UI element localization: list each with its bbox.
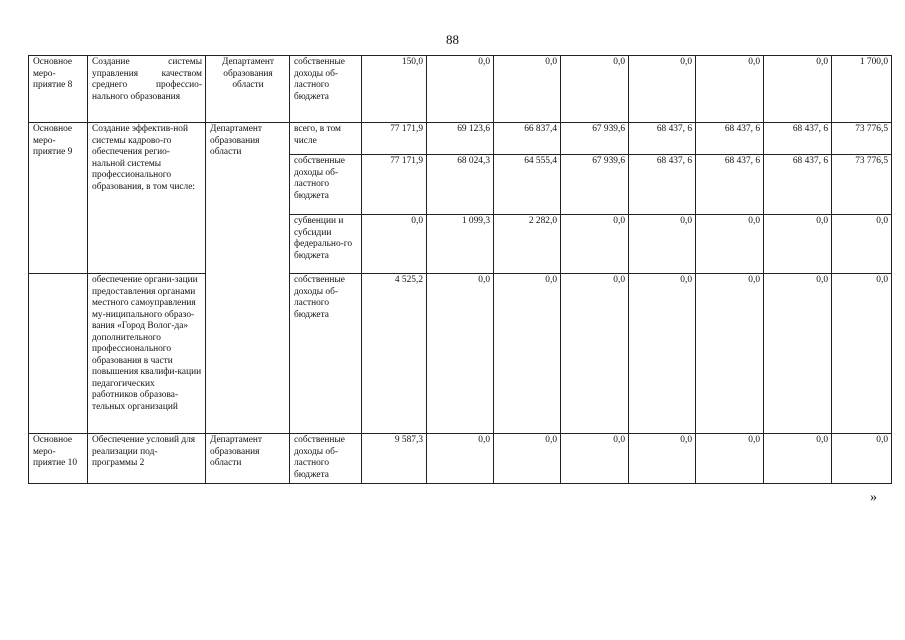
measure-name-cell: Создание системы управления качеством среднего профессио-нального образования — [88, 56, 206, 123]
value-cell: 73 776,5 — [832, 155, 892, 215]
value-cell: 0,0 — [561, 274, 629, 434]
value-cell: 0,0 — [696, 215, 764, 274]
value-cell: 1 099,3 — [427, 215, 494, 274]
value-cell: 0,0 — [427, 434, 494, 484]
value-cell: 64 555,4 — [494, 155, 561, 215]
value-cell: 0,0 — [427, 274, 494, 434]
funding-source-cell: собственные доходы об-ластного бюджета — [290, 274, 362, 434]
closing-quote-mark: » — [870, 490, 877, 505]
value-cell: 0,0 — [494, 274, 561, 434]
value-cell: 77 171,9 — [362, 155, 427, 215]
value-cell: 0,0 — [832, 215, 892, 274]
value-cell: 1 700,0 — [832, 56, 892, 123]
value-cell: 68 437, 6 — [696, 123, 764, 155]
value-cell: 67 939,6 — [561, 123, 629, 155]
value-cell: 0,0 — [764, 274, 832, 434]
measure-name-cell: Обеспечение условий для реализации под-программы 2 — [88, 434, 206, 484]
value-cell: 68 437, 6 — [696, 155, 764, 215]
value-cell: 4 525,2 — [362, 274, 427, 434]
value-cell: 2 282,0 — [494, 215, 561, 274]
value-cell: 68 437, 6 — [629, 155, 696, 215]
value-cell: 0,0 — [629, 56, 696, 123]
value-cell: 0,0 — [696, 56, 764, 123]
value-cell: 0,0 — [561, 215, 629, 274]
measure-cell — [29, 274, 88, 434]
funding-source-cell: собственные доходы об-ластного бюджета — [290, 56, 362, 123]
value-cell: 0,0 — [494, 56, 561, 123]
funding-source-cell: всего, в том числе — [290, 123, 362, 155]
value-cell: 0,0 — [764, 56, 832, 123]
value-cell: 0,0 — [427, 56, 494, 123]
table-row — [29, 274, 892, 434]
value-cell: 0,0 — [494, 434, 561, 484]
value-cell: 0,0 — [832, 434, 892, 484]
value-cell: 0,0 — [629, 274, 696, 434]
value-cell: 150,0 — [362, 56, 427, 123]
value-cell: 68 437, 6 — [629, 123, 696, 155]
funding-source-cell: собственные доходы об-ластного бюджета — [290, 155, 362, 215]
value-cell: 0,0 — [561, 56, 629, 123]
value-cell: 67 939,6 — [561, 155, 629, 215]
executor-cell: Департамент образования области — [206, 56, 290, 123]
table-row — [29, 434, 892, 484]
executor-cell: Департамент образования области — [206, 123, 290, 434]
value-cell: 68 437, 6 — [764, 155, 832, 215]
value-cell: 0,0 — [629, 434, 696, 484]
value-cell: 0,0 — [362, 215, 427, 274]
table-row — [29, 56, 892, 123]
value-cell: 73 776,5 — [832, 123, 892, 155]
measure-name-cell: Создание эффектив-ной системы кадрово-го обеспечения регио-нальной системы профессионального образования, в том числе: — [88, 123, 206, 274]
value-cell: 0,0 — [832, 274, 892, 434]
value-cell: 77 171,9 — [362, 123, 427, 155]
value-cell: 66 837,4 — [494, 123, 561, 155]
value-cell: 0,0 — [629, 215, 696, 274]
budget-table — [28, 55, 892, 484]
value-cell: 68 024,3 — [427, 155, 494, 215]
value-cell: 0,0 — [764, 215, 832, 274]
value-cell: 0,0 — [764, 434, 832, 484]
executor-cell: Департамент образования области — [206, 434, 290, 484]
funding-source-cell: субвенции и субсидии федерально-го бюджета — [290, 215, 362, 274]
measure-cell: Основное меро- приятие 10 — [29, 434, 88, 484]
funding-source-cell: собственные доходы об-ластного бюджета — [290, 434, 362, 484]
value-cell: 69 123,6 — [427, 123, 494, 155]
value-cell: 68 437, 6 — [764, 123, 832, 155]
table-row — [29, 123, 892, 155]
value-cell: 0,0 — [561, 434, 629, 484]
measure-cell: Основное меро- приятие 9 — [29, 123, 88, 274]
measure-cell: Основное меро- приятие 8 — [29, 56, 88, 123]
value-cell: 9 587,3 — [362, 434, 427, 484]
page-number: 88 — [446, 32, 459, 47]
value-cell: 0,0 — [696, 274, 764, 434]
measure-name-cell: обеспечение органи-зации предоставления органами местного самоуправления му-ниципального образо-вания «Город Волог-да» дополнительного профессионального образования в части повышения квалифи-кации педагогических работников образова-тельных организаций — [88, 274, 206, 434]
value-cell: 0,0 — [696, 434, 764, 484]
